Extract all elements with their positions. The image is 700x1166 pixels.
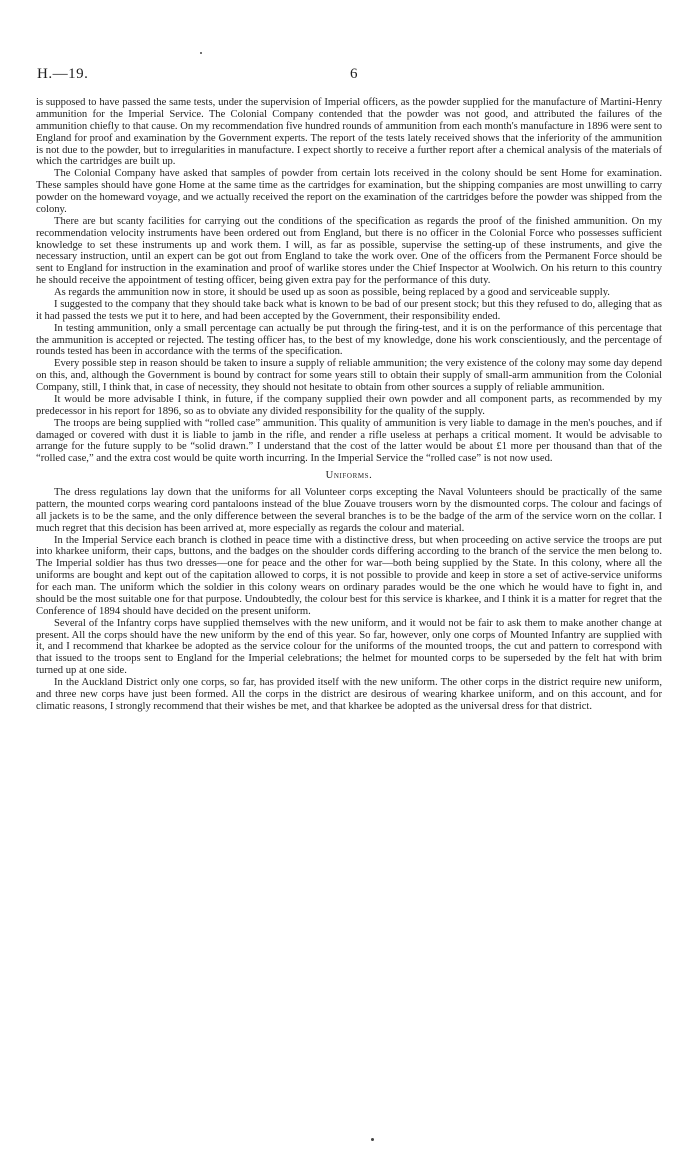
section-heading-uniforms: Uniforms. bbox=[325, 470, 373, 482]
paragraph: It would be more advisable I think, in future, if the company supplied their own powder and all component parts, as recommended by my predecessor in his report for 1896, so as to obviate any divided responsibility for the quality of the supply. bbox=[36, 393, 662, 417]
document-reference: H.—19. bbox=[37, 66, 89, 82]
uniforms-section bbox=[36, 487, 662, 713]
paragraph: The troops are being supplied with “rolled case” ammunition. This quality of ammunition is very liable to damage in the men's pouches, and if damaged or covered with dust it is liable to jamb in the rifle, and render a rifle useless at perhaps a critical moment. It would be advisable to arrange for the future supply to be “solid drawn.” I understand that the cost of the latter would be about £1 more per thousand than that of the “rolled case,” and the extra cost would be quite worth incurring. In the Imperial Service the “rolled case” is not now used. bbox=[36, 417, 662, 465]
paragraph: I suggested to the company that they should take back what is known to be bad of our present stock; but this they refused to do, alleging that as it had passed the tests we put it to here, and had been accepted by the Government, their responsibility ended. bbox=[36, 298, 662, 322]
page-number: 6 bbox=[350, 66, 358, 82]
paragraph: is supposed to have passed the same tests, under the supervision of Imperial officers, as the powder supplied for the manufacture of Martini-Henry ammunition for the Imperial Service. The Colonial Company contended that the powder was not good, and attributed the failures of the ammunition chiefly to that cause. On my recommendation five hundred rounds of ammunition from each month's manufacture in 1896 were sent to England for proof and examination by the Government experts. The report of the tests lately received shows that the inferiority of the ammunition is not due to the powder, but to irregularities in manufacture. I expect shortly to receive a further report after a chemical analysis of the materials of which the cartridges are built up. bbox=[36, 97, 662, 168]
page-header bbox=[37, 66, 663, 84]
paragraph: The Colonial Company have asked that samples of powder from certain lots received in the colony should be sent Home for examination. These samples should have gone Home at the same time as the cartridges for examination, but the shipping companies are most unwilling to carry powder on the homeward voyage, and we actually received the report on the examination of the cartridges before the powder was shipped from the colony. bbox=[36, 168, 662, 215]
paragraph: Every possible step in reason should be taken to insure a supply of reliable ammunition; the very existence of the colony may some day depend on this, and, although the Government is bound by contract for some years still to obtain their supply of small-arm ammunition from the Colonial Company, still, I think that, in case of necessity, they should not hesitate to obtain from other sources a supply of reliable ammunition. bbox=[36, 358, 662, 393]
ammunition-section bbox=[36, 97, 662, 465]
paragraph: In the Imperial Service each branch is clothed in peace time with a distinctive dress, but when proceeding on active service the troops are put into kharkee uniform, their caps, buttons, and the badges on the shoulder cords differing according to the branch of the service the men belong to. The Imperial soldier has thus two dresses—one for peace and the other for war—both being supplied by the State. In this colony, where all the uniforms are bought and kept out of the capitation allowed to corps, it is not possible to provide and keep in store a set of active-service uniforms for each man. The uniform which the soldier in this colony wears on ordinary parades would be the one which he would have to fight in, and should be the most suitable one for that purpose. Undoubtedly, the colour best for this service is kharkee, and I think it is a matter for regret that the Conference of 1894 should have decided on the present uniform. bbox=[36, 534, 662, 617]
paragraph: There are but scanty facilities for carrying out the conditions of the specification as regards the proof of the finished ammunition. On my recommendation velocity instruments have been ordered out from England, but there is no officer in the Colonial Force who possesses sufficient knowledge to set these instruments up and work them. I will, as far as possible, supervise the setting-up of these instruments, and give the necessary instruction, until an expert can be got out from England to take the work over. One of the officers from the Permanent Force should be sent to England for instruction in the examination and proof of warlike stores under the Chief Inspector at Woolwich. On his return to this country he should receive the appointment of testing officer, being given extra pay for the performance of this duty. bbox=[36, 215, 662, 287]
paragraph: In testing ammunition, only a small percentage can actually be put through the firing-test, and it is on the performance of this percentage that the ammunition is accepted or rejected. The testing officer has, to the best of my knowledge, done his work conscientiously, and the percentage of rounds tested has been in accordance with the terms of the specification. bbox=[36, 322, 662, 358]
paragraph: As regards the ammunition now in store, it should be used up as soon as possible, being replaced by a good and serviceable supply. bbox=[54, 287, 610, 298]
paragraph: The dress regulations lay down that the uniforms for all Volunteer corps excepting the Naval Volunteers should be practically of the same pattern, the mounted corps wearing cord pantaloons instead of the blue Zouave trousers worn by the dismounted corps. The colour and facings of all jackets is to be the same, and the only difference between the several branches is to be the badge of the arm of the service worn on the collar. I much regret that this decision has been arrived at, more especially as regards the colour and material. bbox=[36, 487, 662, 534]
body-text bbox=[36, 97, 662, 713]
page-speck-top bbox=[200, 52, 202, 54]
paragraph: Several of the Infantry corps have supplied themselves with the new uniform, and it would not be fair to ask them to make another change at present. All the corps should have the new uniform by the end of this year. So far, however, only one corps of Mounted Infantry are supplied with it, and I recommend that kharkee be adopted as the service colour for the uniforms of the mounted troops, the cut and pattern to correspond with that issued to the troops sent to England for the Imperial celebrations; the helmet for mounted corps to be superseded by the felt hat with brim turned up at one side. bbox=[36, 617, 662, 677]
page-speck-bottom bbox=[371, 1138, 374, 1141]
paragraph: In the Auckland District only one corps, so far, has provided itself with the new uniform. The other corps in the district require new uniform, and three new corps have just been formed. All the corps in the district are desirous of wearing kharkee uniform, and on this account, and for climatic reasons, I strongly recommend that their wishes be met, and that kharkee be adopted as the universal dress for that district. bbox=[36, 677, 662, 712]
